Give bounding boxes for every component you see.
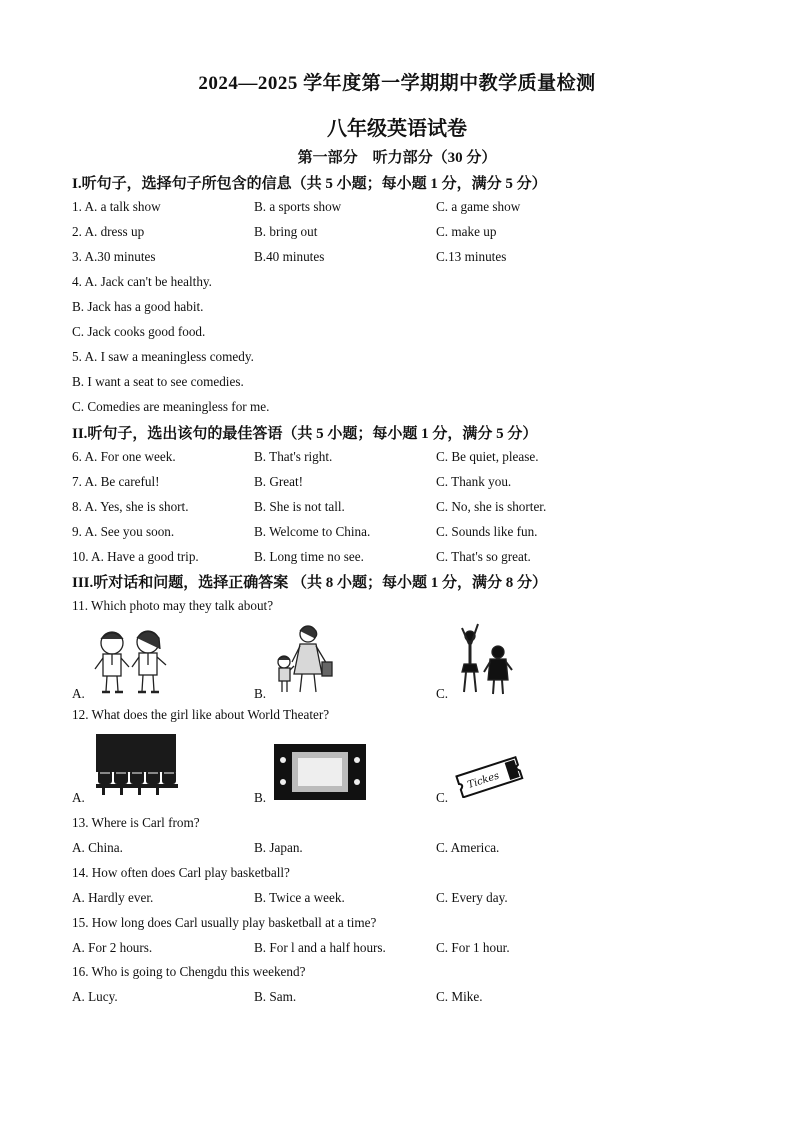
q12-picture-c-ticket	[452, 754, 528, 798]
q10-option-a: 10. A. Have a good trip.	[72, 549, 199, 564]
q10-option-b: B. Long time no see.	[254, 549, 364, 564]
q8-option-a: 8. A. Yes, she is short.	[72, 499, 189, 514]
q11-stem: 11. Which photo may they talk about?	[72, 598, 274, 613]
q1-option-b: B. a sports show	[254, 199, 342, 214]
q15-option-b: B. For l and a half hours.	[254, 940, 386, 955]
q11-option-a: A.	[72, 686, 85, 701]
q12-option-c: C.	[436, 790, 449, 805]
q6-option-a: 6. A. For one week.	[72, 449, 176, 464]
q1-option-a: 1. A. a talk show	[72, 199, 161, 214]
q15-option-a: A. For 2 hours.	[72, 940, 153, 955]
q12-picture-a-theater-seats	[92, 732, 180, 796]
q5-option-c: C. Comedies are meaningless for me.	[72, 399, 270, 414]
q3-option-b: B.40 minutes	[254, 249, 325, 264]
ticket-text: Tickes	[466, 770, 501, 792]
q2-option-b: B. bring out	[254, 224, 318, 239]
q11-picture-b-mother-and-child	[270, 622, 342, 697]
q13-option-c: C. America.	[436, 840, 500, 855]
q16-option-b: B. Sam.	[254, 989, 297, 1004]
q14-option-c: C. Every day.	[436, 890, 508, 905]
q5-option-a: 5. A. I saw a meaningless comedy.	[72, 349, 254, 364]
q8-option-b: B. She is not tall.	[254, 499, 345, 514]
section-3-heading: III.听对话和问题，选择正确答案 （共 8 小题；每小题 1 分，满分 8 分）	[72, 575, 548, 591]
q6-option-b: B. That's right.	[254, 449, 333, 464]
q11-option-b: B.	[254, 686, 267, 701]
q4-option-c: C. Jack cooks good food.	[72, 324, 206, 339]
q16-stem: 16. Who is going to Chengdu this weekend?	[72, 964, 306, 979]
q4-option-b: B. Jack has a good habit.	[72, 299, 204, 314]
q11-picture-a-two-kids-in-uniform	[88, 625, 172, 697]
q7-option-b: B. Great!	[254, 474, 304, 489]
q9-option-c: C. Sounds like fun.	[436, 524, 538, 539]
q7-option-c: C. Thank you.	[436, 474, 512, 489]
exam-subtitle: 八年级英语试卷	[327, 118, 467, 140]
q12-option-a: A.	[72, 790, 85, 805]
q6-option-c: C. Be quiet, please.	[436, 449, 539, 464]
q16-option-c: C. Mike.	[436, 989, 483, 1004]
q2-option-c: C. make up	[436, 224, 497, 239]
q1-option-c: C. a game show	[436, 199, 521, 214]
q8-option-c: C. No, she is shorter.	[436, 499, 547, 514]
q13-option-a: A. China.	[72, 840, 123, 855]
q16-option-a: A. Lucy.	[72, 989, 118, 1004]
q12-option-b: B.	[254, 790, 267, 805]
q2-option-a: 2. A. dress up	[72, 224, 145, 239]
q3-option-c: C.13 minutes	[436, 249, 507, 264]
q15-option-c: C. For 1 hour.	[436, 940, 510, 955]
q3-option-a: 3. A.30 minutes	[72, 249, 156, 264]
q7-option-a: 7. A. Be careful!	[72, 474, 160, 489]
q12-stem: 12. What does the girl like about World Theater?	[72, 707, 330, 722]
q11-picture-c-two-dancers	[452, 622, 518, 697]
q4-option-a: 4. A. Jack can't be healthy.	[72, 274, 212, 289]
section-2-heading: II.听句子，选出该句的最佳答语（共 5 小题；每小题 1 分，满分 5 分）	[72, 426, 538, 442]
q14-option-a: A. Hardly ever.	[72, 890, 154, 905]
q11-option-c: C.	[436, 686, 449, 701]
q5-option-b: B. I want a seat to see comedies.	[72, 374, 244, 389]
exam-title: 2024—2025 学年度第一学期期中教学质量检测	[198, 73, 596, 94]
q9-option-b: B. Welcome to China.	[254, 524, 371, 539]
q14-stem: 14. How often does Carl play basketball?	[72, 865, 290, 880]
q13-stem: 13. Where is Carl from?	[72, 815, 200, 830]
section-1-heading: I.听句子，选择句子所包含的信息（共 5 小题；每小题 1 分，满分 5 分）	[72, 176, 547, 192]
q12-picture-b-screen	[272, 742, 368, 802]
part-heading: 第一部分 听力部分（30 分）	[297, 150, 497, 166]
q14-option-b: B. Twice a week.	[254, 890, 345, 905]
q9-option-a: 9. A. See you soon.	[72, 524, 175, 539]
q13-option-b: B. Japan.	[254, 840, 303, 855]
q10-option-c: C. That's so great.	[436, 549, 531, 564]
q15-stem: 15. How long does Carl usually play basketball at a time?	[72, 915, 377, 930]
